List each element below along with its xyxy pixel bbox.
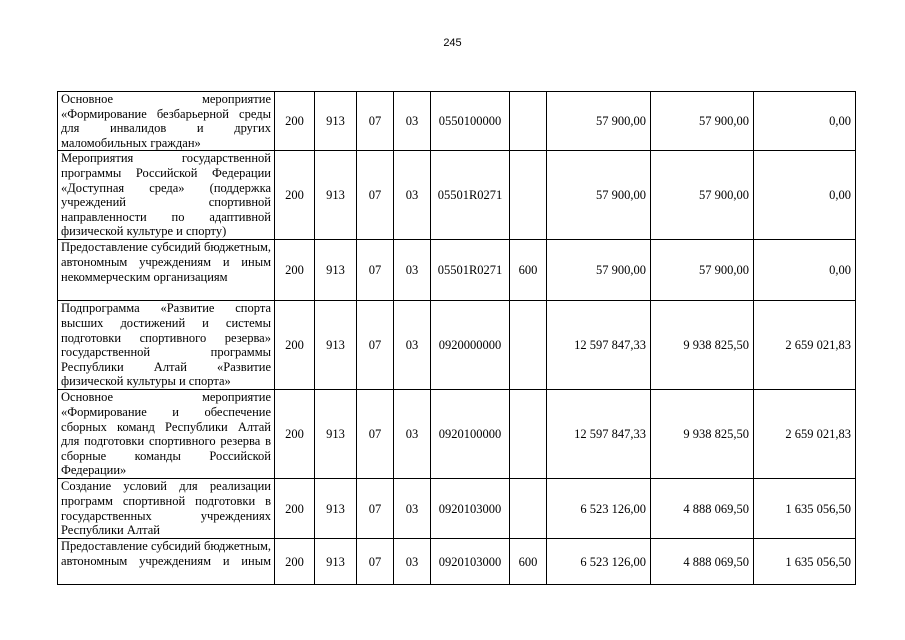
sum-cell-3: 1 635 056,50 [754, 539, 856, 585]
expense-type-cell [510, 151, 547, 240]
sum-cell-2: 57 900,00 [651, 240, 754, 301]
section-cell: 07 [357, 240, 394, 301]
ved-cell: 200 [275, 390, 315, 479]
grbs-cell: 913 [315, 151, 357, 240]
grbs-cell: 913 [315, 92, 357, 151]
sum-cell-1: 57 900,00 [547, 151, 651, 240]
row-name-cell: Мероприятия государственной программы Российской Федерации «Доступная среда» (поддержка учреждений спортивной направленности по адаптивной физической культуре и спорту) [58, 151, 275, 240]
expense-type-cell [510, 479, 547, 539]
grbs-cell: 913 [315, 301, 357, 390]
sum-cell-3: 1 635 056,50 [754, 479, 856, 539]
expense-type-cell: 600 [510, 240, 547, 301]
target-article-cell: 05501R0271 [431, 151, 510, 240]
ved-cell: 200 [275, 151, 315, 240]
sum-cell-1: 6 523 126,00 [547, 539, 651, 585]
table-row [58, 390, 856, 479]
subsection-cell: 03 [394, 151, 431, 240]
ved-cell: 200 [275, 92, 315, 151]
grbs-cell: 913 [315, 390, 357, 479]
subsection-cell: 03 [394, 539, 431, 585]
sum-cell-2: 4 888 069,50 [651, 479, 754, 539]
sum-cell-2: 4 888 069,50 [651, 539, 754, 585]
section-cell: 07 [357, 479, 394, 539]
sum-cell-1: 12 597 847,33 [547, 301, 651, 390]
ved-cell: 200 [275, 479, 315, 539]
target-article-cell: 0920103000 [431, 479, 510, 539]
subsection-cell: 03 [394, 479, 431, 539]
sum-cell-1: 57 900,00 [547, 240, 651, 301]
grbs-cell: 913 [315, 479, 357, 539]
section-cell: 07 [357, 301, 394, 390]
ved-cell: 200 [275, 539, 315, 585]
expense-type-cell [510, 390, 547, 479]
target-article-cell: 0920100000 [431, 390, 510, 479]
sum-cell-1: 12 597 847,33 [547, 390, 651, 479]
sum-cell-2: 9 938 825,50 [651, 390, 754, 479]
table-row [58, 92, 856, 151]
ved-cell: 200 [275, 301, 315, 390]
target-article-cell: 0550100000 [431, 92, 510, 151]
table-row [58, 479, 856, 539]
row-name-cell: Создание условий для реализации программ спортивной подготовки в государственных учреждениях Республики Алтай [58, 479, 275, 539]
budget-table [57, 91, 856, 585]
sum-cell-3: 2 659 021,83 [754, 301, 856, 390]
subsection-cell: 03 [394, 390, 431, 479]
table-row [58, 240, 856, 301]
sum-cell-3: 0,00 [754, 240, 856, 301]
row-name-cell: Предоставление субсидий бюджетным, автономным учреждениям и иным [58, 539, 275, 585]
row-name-cell: Предоставление субсидий бюджетным, автономным учреждениям и иным некоммерческим организациям [58, 240, 275, 301]
section-cell: 07 [357, 539, 394, 585]
sum-cell-1: 57 900,00 [547, 92, 651, 151]
table-row [58, 539, 856, 585]
target-article-cell: 0920000000 [431, 301, 510, 390]
sum-cell-2: 57 900,00 [651, 151, 754, 240]
sum-cell-2: 9 938 825,50 [651, 301, 754, 390]
section-cell: 07 [357, 92, 394, 151]
table-row [58, 301, 856, 390]
page-number: 245 [443, 37, 462, 49]
grbs-cell: 913 [315, 240, 357, 301]
grbs-cell: 913 [315, 539, 357, 585]
section-cell: 07 [357, 151, 394, 240]
table-body [58, 92, 856, 585]
sum-cell-2: 57 900,00 [651, 92, 754, 151]
row-name-cell: Основное мероприятие «Формирование и обеспечение сборных команд Республики Алтай для подготовки спортивного резерва в сборные команды Российской Федерации» [58, 390, 275, 479]
sum-cell-1: 6 523 126,00 [547, 479, 651, 539]
expense-type-cell [510, 92, 547, 151]
subsection-cell: 03 [394, 240, 431, 301]
sum-cell-3: 0,00 [754, 92, 856, 151]
row-name-cell: Основное мероприятие «Формирование безбарьерной среды для инвалидов и других маломобильных граждан» [58, 92, 275, 151]
expense-type-cell [510, 301, 547, 390]
subsection-cell: 03 [394, 301, 431, 390]
subsection-cell: 03 [394, 92, 431, 151]
table-row [58, 151, 856, 240]
target-article-cell: 05501R0271 [431, 240, 510, 301]
section-cell: 07 [357, 390, 394, 479]
sum-cell-3: 2 659 021,83 [754, 390, 856, 479]
sum-cell-3: 0,00 [754, 151, 856, 240]
expense-type-cell: 600 [510, 539, 547, 585]
ved-cell: 200 [275, 240, 315, 301]
target-article-cell: 0920103000 [431, 539, 510, 585]
row-name-cell: Подпрограмма «Развитие спорта высших достижений и системы подготовки спортивного резерва» государственной программы Республики Алтай «Развитие физической культуры и спорта» [58, 301, 275, 390]
